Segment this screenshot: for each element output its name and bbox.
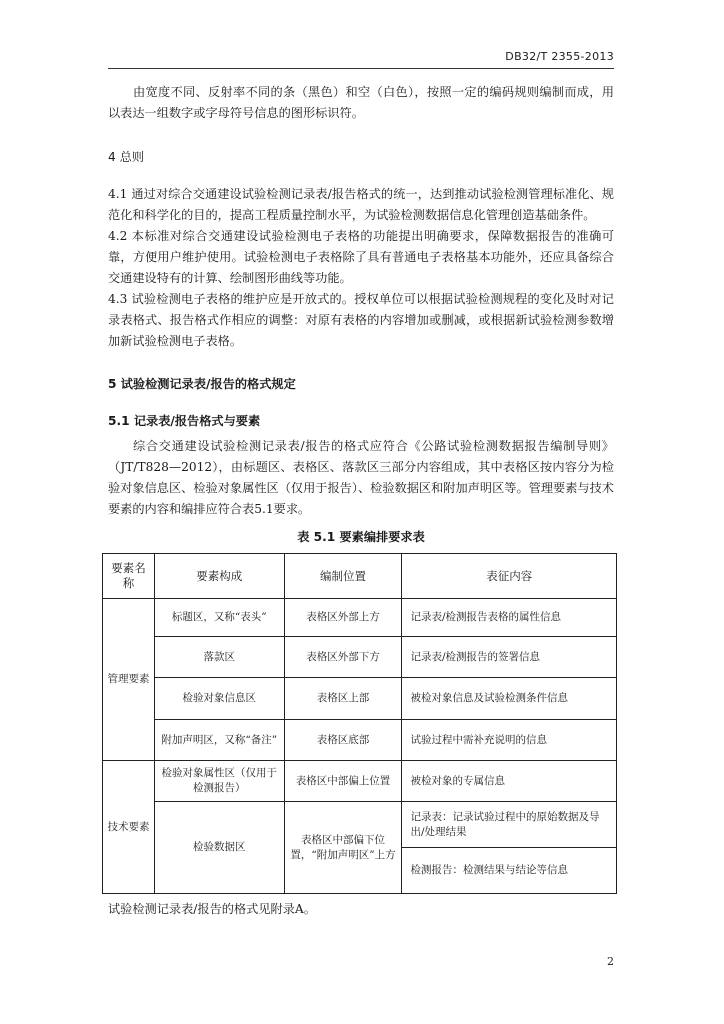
table-row [103, 802, 617, 848]
cell-position: 表格区外部上方 [284, 599, 402, 637]
table-row [103, 720, 617, 761]
header-position: 编制位置 [284, 554, 402, 599]
cell-position: 表格区外部下方 [284, 637, 402, 678]
group-technical: 技术要素 [103, 761, 155, 894]
cell-composition: 标题区，又称“表头” [154, 599, 284, 637]
clause-4-1: 4.1 通过对综合交通建设试验检测记录表/报告格式的统一，达到推动试验检测管理标准化、规范化和科学化的目的，提高工程质量控制水平，为试验检测数据信息化管理创造基础条件。 [108, 187, 614, 222]
table-header-row [103, 554, 617, 599]
cell-content: 被检对象信息及试验检测条件信息 [402, 678, 617, 720]
cell-composition: 附加声明区，又称“备注” [154, 720, 284, 761]
main-content [108, 82, 614, 920]
cell-content: 检测报告：检测结果与结论等信息 [402, 848, 617, 894]
cell-composition: 检验对象信息区 [154, 678, 284, 720]
table-row [103, 637, 617, 678]
clause-4-2: 4.2 本标准对综合交通建设试验检测电子表格的功能提出明确要求，保障数据报告的准确可靠，方便用户维护使用。试验检测电子表格除了具有普通电子表格基本功能外，还应具备综合交通建设特有的计算、绘制图形曲线等功能。 [108, 229, 614, 285]
cell-position: 表格区中部偏下位置，“附加声明区”上方 [284, 802, 402, 894]
cell-composition: 检验对象属性区（仅用于检测报告） [154, 761, 284, 802]
page-number: 2 [607, 955, 614, 968]
header-content: 表征内容 [402, 554, 617, 599]
section-5-1-heading: 5.1 记录表/报告格式与要素 [108, 414, 261, 428]
cell-position: 表格区底部 [284, 720, 402, 761]
cell-position: 表格区中部偏上位置 [284, 761, 402, 802]
section-5-1-paragraph: 综合交通建设试验检测记录表/报告的格式应符合《公路试验检测数据报告编制导则》（JT/T828—2012），由标题区、表格区、落款区三部分内容组成，其中表格区按内容分为检验对象信息区、检验对象属性区（仅用于报告）、检验数据区和附加声明区等。管理要素与技术要素的内容和编排应符合表5.1要求。 [108, 439, 614, 516]
cell-composition: 落款区 [154, 637, 284, 678]
cell-content: 记录表/检测报告表格的属性信息 [402, 599, 617, 637]
table-row [103, 599, 617, 637]
header-composition: 要素构成 [154, 554, 284, 599]
cell-position: 表格区上部 [284, 678, 402, 720]
header-rule [108, 68, 614, 69]
section-4-heading: 4 总则 [108, 150, 145, 164]
cell-content: 被检对象的专属信息 [402, 761, 617, 802]
table-row [103, 678, 617, 720]
section-5-heading: 5 试验检测记录表/报告的格式规定 [108, 377, 296, 391]
element-requirements-table [102, 553, 617, 894]
document-id: DB32/T 2355-2013 [505, 50, 614, 63]
appendix-reference: 试验检测记录表/报告的格式见附录A。 [108, 902, 316, 916]
header-element-name: 要素名称 [103, 554, 155, 599]
cell-content: 试验过程中需补充说明的信息 [402, 720, 617, 761]
cell-composition: 检验数据区 [154, 802, 284, 894]
clause-4-3: 4.3 试验检测电子表格的维护应是开放式的。授权单位可以根据试验检测规程的变化及时对记录表格式、报告格式作相应的调整：对原有表格的内容增加或删减，或根据新试验检测参数增加新试验检测电子表格。 [108, 292, 614, 348]
table-caption: 表 5.1 要素编排要求表 [297, 530, 425, 544]
group-management: 管理要素 [103, 599, 155, 761]
cell-content: 记录表：记录试验过程中的原始数据及导出/处理结果 [402, 802, 617, 848]
cell-content: 记录表/检测报告的签署信息 [402, 637, 617, 678]
table-row [103, 761, 617, 802]
intro-paragraph: 由宽度不同、反射率不同的条（黑色）和空（白色），按照一定的编码规则编制而成，用以表达一组数字或字母符号信息的图形标识符。 [108, 85, 614, 120]
